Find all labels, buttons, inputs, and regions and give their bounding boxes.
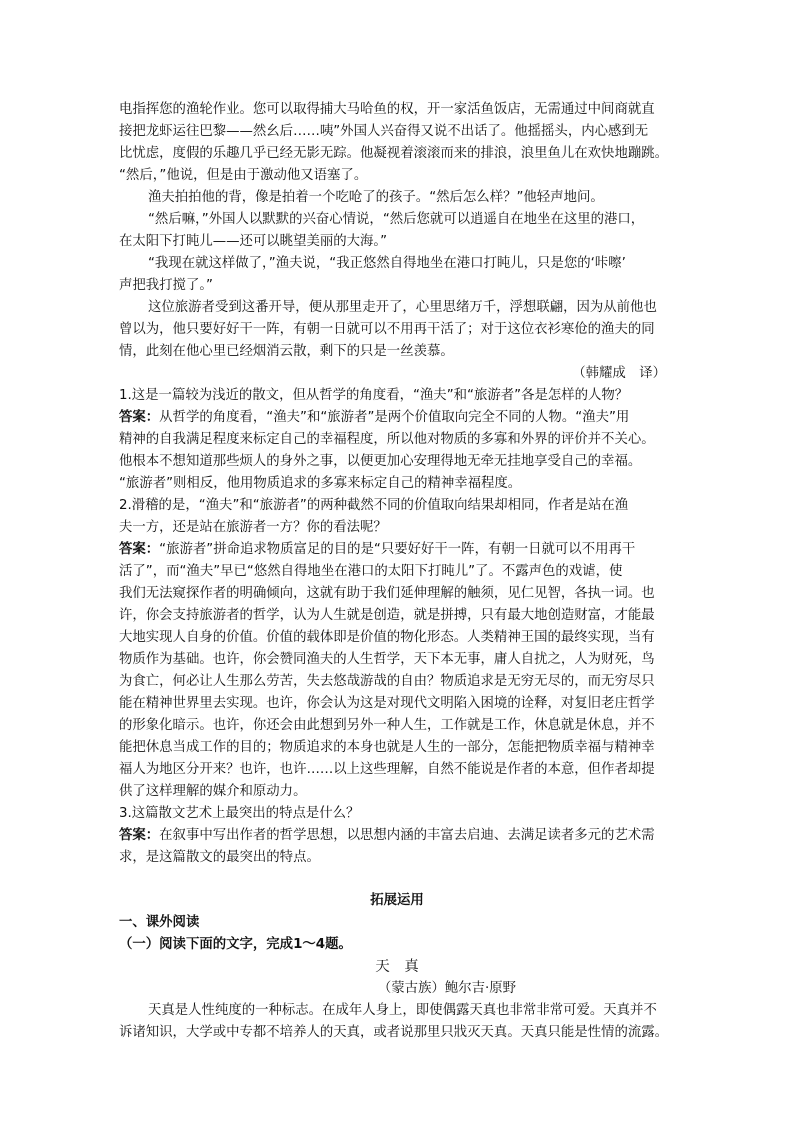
answer-label: 答案： — [119, 410, 160, 425]
paragraph-line: 声把我打搅了。” — [119, 278, 213, 293]
answer-1-first-line — [119, 407, 629, 429]
answer-3-first-line — [119, 825, 655, 847]
exercise-instruction: （一）阅读下面的文字，完成1～4题。 — [119, 937, 352, 952]
paragraph-line: 他根本不想知道那些烦人的身外之事，以便更加心安理得地无牵无挂地享受自己的幸福。 — [119, 454, 642, 469]
answer-label: 答案： — [119, 828, 160, 843]
paragraph-line: 比忧虑，度假的乐趣几乎已经无影无踪。他凝视着滚滚而来的排浪，浪里鱼儿在欢快地蹦跳。 — [119, 146, 669, 161]
subsection-heading: 一、课外阅读 — [119, 915, 200, 930]
paragraph-line: 供了这样理解的媒介和原动力。 — [119, 784, 307, 799]
answer-text: 从哲学的角度看，“渔夫”和“旅游者”是两个价值取向完全不同的人物。“渔夫”用 — [159, 410, 630, 425]
paragraph-line: 物质作为基础。也许，你会赞同渔夫的人生哲学，天下本无事，庸人自扰之，人为财死，鸟 — [119, 652, 655, 667]
translator-credit: （韩耀成 译） — [572, 366, 666, 381]
paragraph-line: 大地实现人自身的价值。价值的载体即是价值的物化形态。人类精神王国的最终实现，当有 — [119, 630, 655, 645]
paragraph-line: 诉诸知识，大学或中专都不培养人的天真，或者说那里只戕灭天真。天真只能是性情的流露。 — [119, 1025, 669, 1040]
paragraph-line: 夫一方，还是站在旅游者一方？你的看法呢？ — [119, 520, 387, 535]
paragraph-line: 的形象化暗示。也许，你还会由此想到另外一种人生，工作就是工作，休息就是休息，并不 — [119, 718, 655, 733]
paragraph-line: 电指挥您的渔轮作业。您可以取得捕大马哈鱼的权，开一家活鱼饭店，无需通过中间商就直 — [119, 102, 655, 117]
paragraph-line: 为食亡，何必让人生那么劳苦，失去悠哉游哉的自由？物质追求是无穷无尽的，而无穷尽只 — [119, 674, 655, 689]
answer-2-first-line — [119, 539, 635, 561]
paragraph-line: 曾以为，他只要好好干一阵，有朝一日就可以不用再干活了；对于这位衣衫寒伧的渔夫的同 — [119, 322, 655, 337]
paragraph-line: 能把休息当成工作的目的；物质追求的本身也就是人生的一部分，怎能把物质幸福与精神幸 — [119, 740, 655, 755]
paragraph-line: 渔夫拍拍他的背，像是拍着一个吃呛了的孩子。“然后怎么样？”他轻声地问。 — [148, 190, 604, 205]
paragraph-line: 福人为地区分开来？也许，也许……以上这些理解，自然不能说是作者的本意，但作者却提 — [119, 762, 655, 777]
paragraph-line: “我现在就这样做了，”渔夫说，“我正悠然自得地坐在港口打盹儿，只是您的‘咔嚓’ — [148, 256, 626, 271]
section-title: 拓展运用 — [370, 893, 424, 908]
question-2: 2.滑稽的是，“渔夫”和“旅游者”的两种截然不同的价值取向结果却相同，作者是站在渔 — [119, 498, 629, 513]
answer-label: 答案： — [119, 542, 160, 557]
answer-text: “旅游者”拼命追求物质富足的目的是“只要好好干一阵，有朝一日就可以不用再干 — [159, 542, 636, 557]
question-1: 1.这是一篇较为浅近的散文，但从哲学的角度看，“渔夫”和“旅游者”各是怎样的人物？ — [119, 388, 629, 403]
article-title: 天 真 — [375, 959, 419, 975]
paragraph-line: 我们无法窥探作者的明确倾向，这就有助于我们延伸理解的触须，见仁见智，各执一词。也 — [119, 586, 655, 601]
paragraph-line: 这位旅游者受到这番开导，便从那里走开了，心里思绪万千，浮想联翩，因为从前他也 — [148, 300, 657, 315]
paragraph-line: 活了”，而“渔夫”早已“悠然自得地坐在港口的太阳下打盹儿”了。不露声色的戏谑，使 — [119, 564, 623, 579]
paragraph-line: 求，是这篇散文的最突出的特点。 — [119, 850, 320, 865]
paragraph-line: 接把龙虾运往巴黎——然幺后……咦”外国人兴奋得又说不出话了。他摇摇头，内心感到无 — [119, 124, 649, 139]
paragraph-line: 能在精神世界里去实现。也许，你会认为这是对现代文明陷入困境的诠释，对复旧老庄哲学 — [119, 696, 655, 711]
answer-text: 在叙事中写出作者的哲学思想，以思想内涵的丰富去启迪、去满足读者多元的艺术需 — [159, 828, 655, 843]
paragraph-line: 许，你会支持旅游者的哲学，认为人生就是创造，就是拼搏，只有最大地创造财富，才能最 — [119, 608, 655, 623]
question-3: 3.这篇散文艺术上最突出的特点是什么？ — [119, 806, 360, 821]
article-author: （蒙古族）鲍尔吉·原野 — [377, 981, 517, 996]
paragraph-line: 精神的自我满足程度来标定自己的幸福程度，所以他对物质的多寡和外界的评价并不关心。 — [119, 432, 655, 447]
paragraph-line: 情，此刻在他心里已经烟消云散，剩下的只是一丝羡慕。 — [119, 344, 454, 359]
paragraph-line: “然后，”他说，但是由于激动他又语塞了。 — [119, 168, 368, 183]
paragraph-line: 天真是人性纯度的一种标志。在成年人身上，即使偶露天真也非常非常可爱。天真并不 — [148, 1003, 657, 1018]
paragraph-line: 在太阳下打盹儿——还可以眺望美丽的大海。” — [119, 234, 388, 249]
paragraph-line: “然后嘛，”外国人以默默的兴奋心情说，“然后您就可以逍遥自在地坐在这里的港口， — [148, 212, 645, 227]
paragraph-line: “旅游者”则相反，他用物质追求的多寡来标定自己的精神幸福程度。 — [119, 476, 522, 491]
